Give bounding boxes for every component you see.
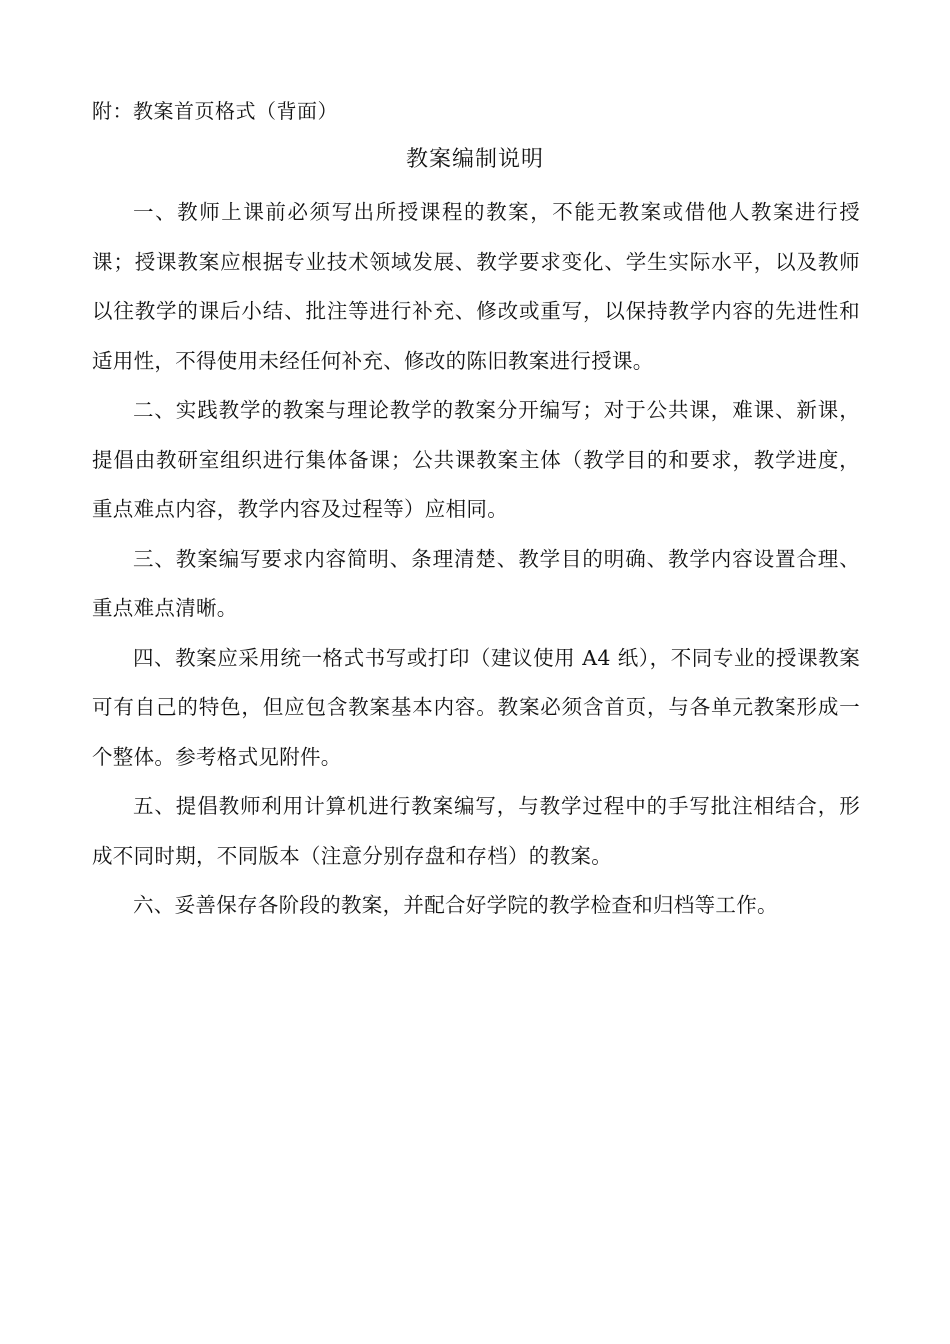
paragraph-6: 六、妥善保存各阶段的教案，并配合好学院的教学检查和归档等工作。 xyxy=(133,893,778,917)
paragraph-2: 二、实践教学的教案与理论教学的教案分开编写；对于公共课，难课、新课，提倡由教研室组织进行集体备课；公共课教案主体（教学目的和要求，教学进度，重点难点内容，教学内容及过程等）应相同。 xyxy=(92,398,860,521)
document-body xyxy=(92,188,860,931)
paragraph-1: 一、教师上课前必须写出所授课程的教案，不能无教案或借他人教案进行授课；授课教案应根据专业技术领域发展、教学要求变化、学生实际水平，以及教师以往教学的课后小结、批注等进行补充、修改或重写，以保持教学内容的先进性和适用性，不得使用未经任何补充、修改的陈旧教案进行授课。 xyxy=(92,200,860,373)
paragraph-4: 四、教案应采用统一格式书写或打印（建议使用 A4 纸），不同专业的授课教案可有自己的特色，但应包含教案基本内容。教案必须含首页，与各单元教案形成一个整体。参考格式见附件。 xyxy=(92,645,860,769)
paragraph-5: 五、提倡教师利用计算机进行教案编写，与教学过程中的手写批注相结合，形成不同时期，不同版本（注意分别存盘和存档）的教案。 xyxy=(92,794,860,868)
paragraph-3: 三、教案编写要求内容简明、条理清楚、教学目的明确、教学内容设置合理、重点难点清晰。 xyxy=(92,546,860,620)
attachment-label: 附：教案首页格式（背面） xyxy=(92,99,338,123)
document-title: 教案编制说明 xyxy=(405,147,544,172)
